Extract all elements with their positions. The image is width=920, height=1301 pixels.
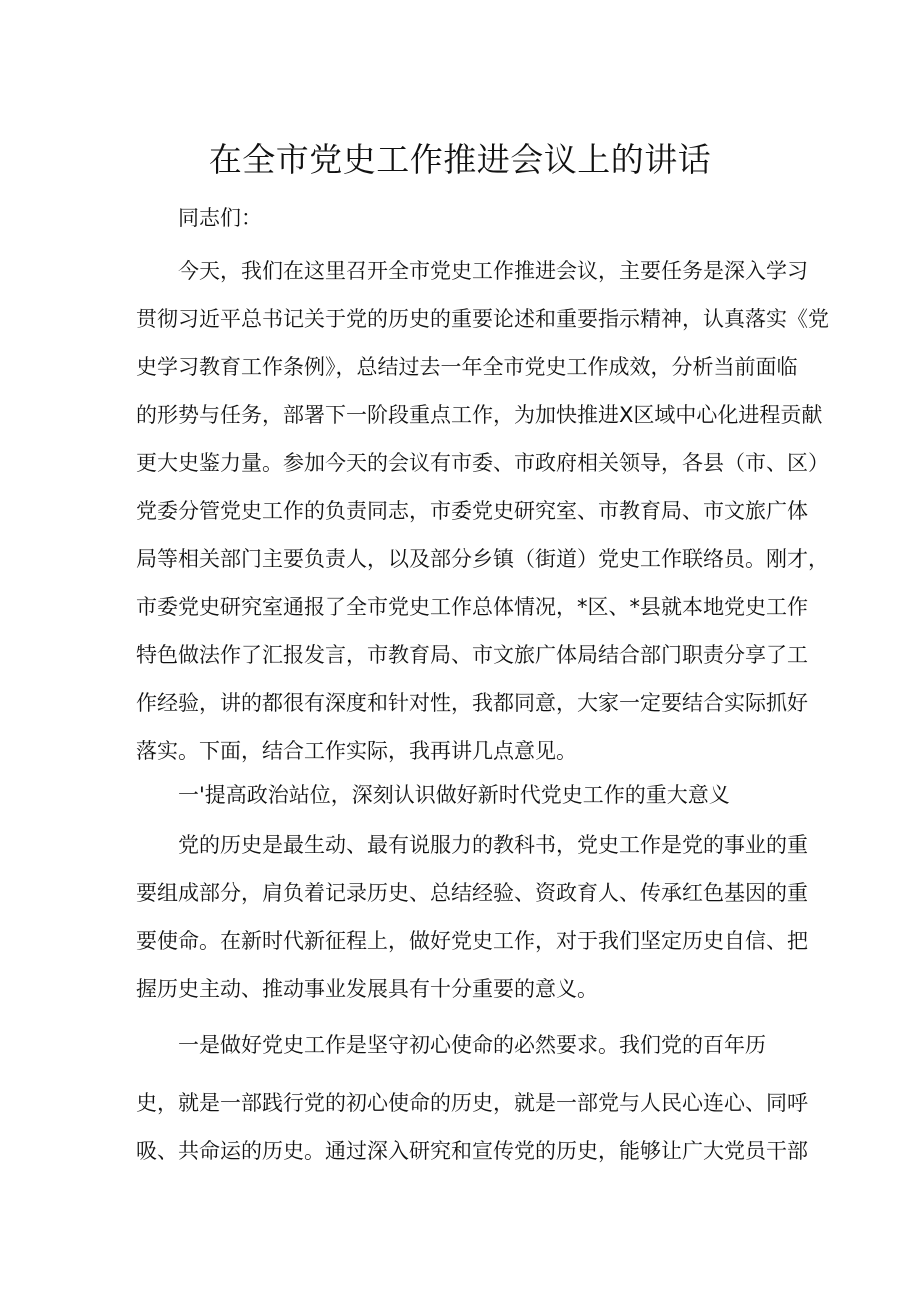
paragraph-line: 要使命。在新时代新征程上，做好党史工作，对于我们坚定历史自信、把 xyxy=(136,929,808,953)
paragraph-intro xyxy=(136,247,829,775)
paragraph-line: 贯彻习近平总书记关于党的历史的重要论述和重要指示精神，认真落实《党 xyxy=(136,307,829,331)
paragraph-line: 握历史主动、推动事业发展具有十分重要的意义。 xyxy=(136,977,598,1001)
paragraph-line: 落实。下面，结合工作实际，我再讲几点意见。 xyxy=(136,739,577,763)
greeting: 同志们： xyxy=(178,206,262,230)
paragraph-line: 更大史鉴力量。参加今天的会议有市委、市政府相关领导，各县（市、区） xyxy=(136,451,829,475)
paragraph-line: 特色做法作了汇报发言，市教育局、市文旅广体局结合部门职责分享了工 xyxy=(136,643,808,667)
paragraph-line: 作经验，讲的都很有深度和针对性，我都同意，大家一定要结合实际抓好 xyxy=(136,691,808,715)
paragraph-line: 吸、共命运的历史。通过深入研究和宣传党的历史，能够让广大党员干部 xyxy=(136,1139,808,1163)
section-heading-1: 一'提高政治站位，深刻认识做好新时代党史工作的重大意义 xyxy=(178,783,730,807)
paragraph-line: 市委党史研究室通报了全市党史工作总体情况，*区、*县就本地党史工作 xyxy=(136,595,808,619)
paragraph-point-one-lead: 一是做好党史工作是坚守初心使命的必然要求。我们党的百年历 xyxy=(178,1033,766,1057)
paragraph-line: 的形势与任务，部署下一阶段重点工作，为加快推进X区域中心化进程贡献 xyxy=(136,403,823,427)
paragraph-line: 史，就是一部践行党的初心使命的历史，就是一部党与人民心连心、同呼 xyxy=(136,1091,808,1115)
paragraph-point-one xyxy=(136,1079,808,1175)
paragraph-significance xyxy=(136,821,808,1013)
paragraph-line: 要组成部分，肩负着记录历史、总结经验、资政育人、传承红色基因的重 xyxy=(136,881,808,905)
paragraph-line: 局等相关部门主要负责人，以及部分乡镇（街道）党史工作联络员。刚才， xyxy=(136,547,829,571)
paragraph-line: 党委分管党史工作的负责同志，市委党史研究室、市教育局、市文旅广体 xyxy=(136,499,808,523)
document-title: 在全市党史工作推进会议上的讲话 xyxy=(208,140,712,179)
paragraph-line: 今天，我们在这里召开全市党史工作推进会议，主要任务是深入学习 xyxy=(178,259,808,283)
paragraph-line: 史学习教育工作条例》，总结过去一年全市党史工作成效，分析当前面临 xyxy=(136,355,798,379)
paragraph-line: 党的历史是最生动、最有说服力的教科书，党史工作是党的事业的重 xyxy=(178,833,808,857)
